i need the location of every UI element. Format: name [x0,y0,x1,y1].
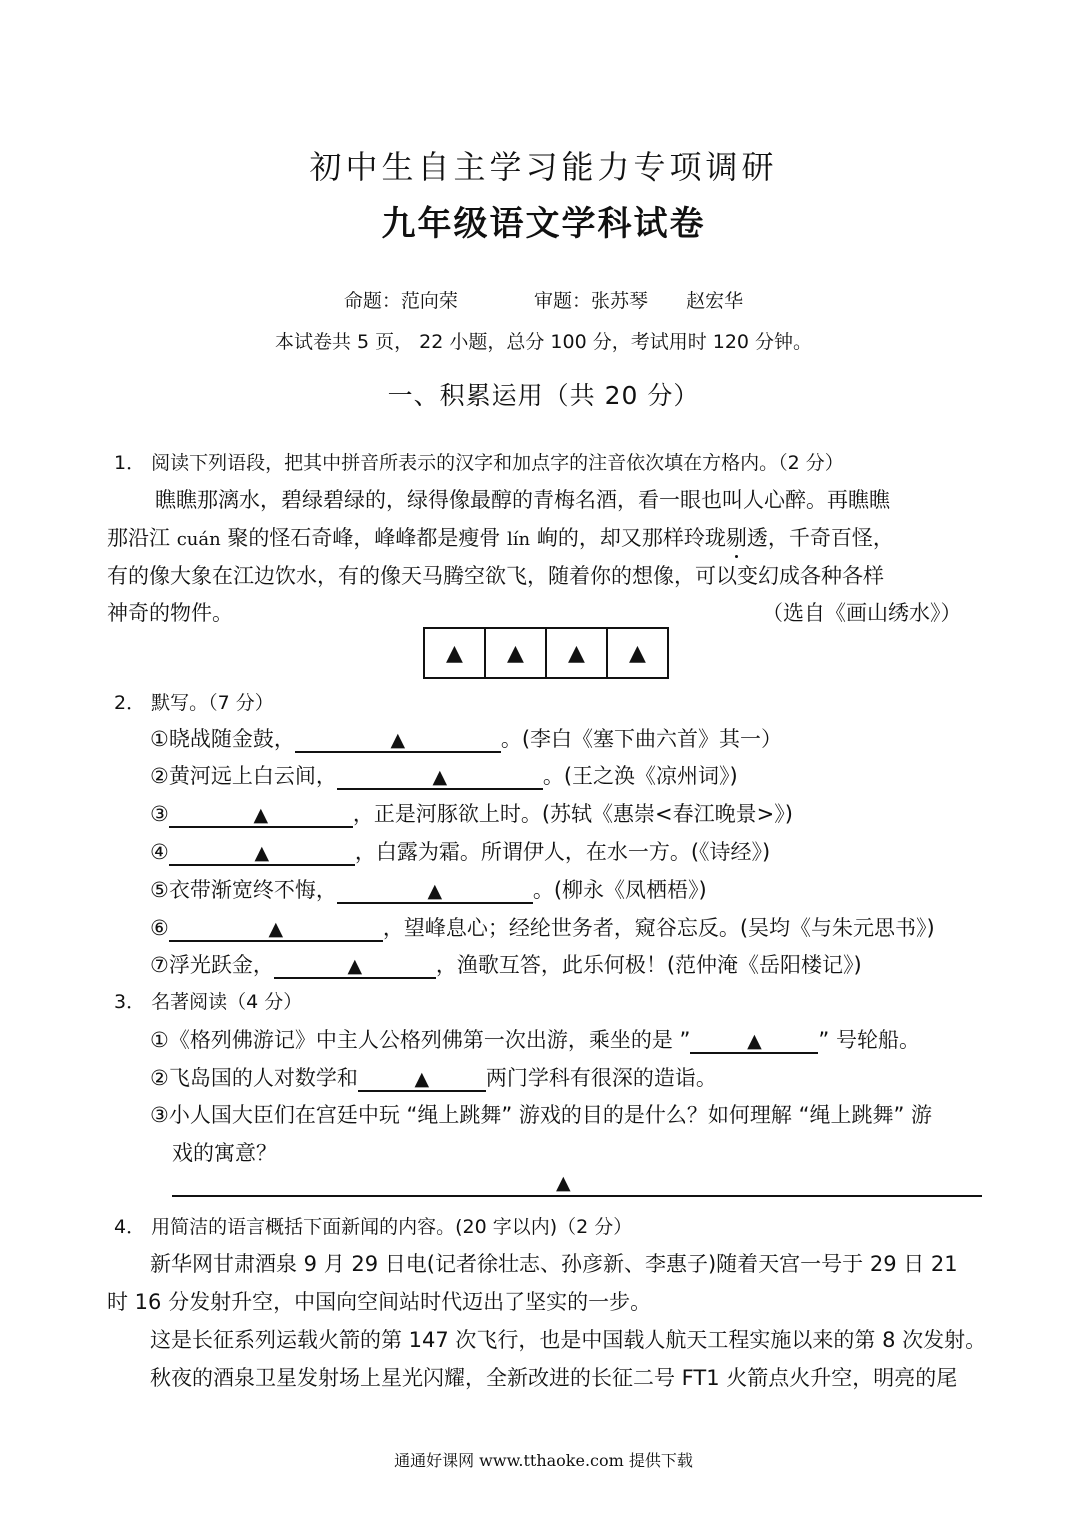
q4-news-line4: 秋夜的酒泉卫星发射场上星光闪耀，全新改进的长征二号 FT1 火箭点火升空，明亮的尾 [150,1366,958,1390]
recite-item-5: ⑤衣带渐宽终不悔， ▲ 。(柳永《凤栖梧》) [150,878,707,902]
triangle-marker: ▲ [347,955,363,977]
q4-news-line1: 新华网甘肃酒泉 9 月 29 日电(记者徐壮志、孙彦新、李惠子)随着天宫一号于 29 日 21 [150,1252,958,1276]
q3-item-3-line2: 戏的寓意？ [172,1141,277,1165]
answer-grid[interactable] [423,627,669,679]
triangle-marker: ▲ [556,1172,571,1194]
q4-news-line3: 这是长征系列运载火箭的第 147 次飞行，也是中国载人航天工程实施以来的第 8 次发射。 [150,1328,987,1352]
answer-box-3[interactable]: ▲ [547,629,608,677]
q1-source: （选自《画山绣水》） [762,601,962,625]
blank-5[interactable] [337,878,533,904]
triangle-marker: ▲ [254,842,270,864]
exam-info: 本试卷共 5 页， 22 小题，总分 100 分，考试用时 120 分钟。 [274,331,813,353]
recite-item-2: ②黄河远上白云间， ▲ 。(王之涣《凉州词》) [150,764,738,788]
q3-item-1: ①《格列佛游记》中主人公格列佛第一次出游，乘坐的是 ” ▲ ” 号轮船。 [150,1028,920,1052]
recite-item-7: ⑦浮光跃金， ▲ ，渔歌互答，此乐何极！(范仲淹《岳阳楼记》) [150,953,862,977]
section-title: 一、积累运用（共 20 分） [387,381,700,410]
recite-item-4: ④ ▲ ，白露为霜。所谓伊人，在水一方。(《诗经》) [150,840,771,864]
pinyin-lin: lín [507,529,531,550]
q4-prompt: 4． 用简洁的语言概括下面新闻的内容。(20 字以内)（2 分） [114,1216,633,1238]
q2-prompt: 2． 默写。（7 分） [114,692,274,714]
q1-passage-line4: 神奇的物件。 [107,601,233,625]
triangle-marker: ▲ [747,1030,762,1052]
q1-passage-line2: 那沿江 cuán 聚的怪石奇峰，峰峰都是瘦骨 lín 峋的，却又那样玲珑剔透，千奇百怪， [107,522,894,552]
page-footer: 通通好课网 www.tthaoke.com 提供下载 [394,1451,693,1470]
exam-title-line2: 九年级语文学科试卷 [381,204,706,244]
q4-news-line2: 时 16 分发射升空，中国向空间站时代迈出了坚实的一步。 [107,1290,652,1314]
q1-prompt: 1． 阅读下列语段，把其中拼音所表示的汉字和加点字的注音依次填在方格内。（2 分） [114,452,844,474]
blank-4[interactable] [169,840,355,866]
blank-7[interactable] [274,953,436,979]
answer-box-1[interactable]: ▲ [425,629,486,677]
triangle-marker: ▲ [390,729,406,751]
recite-item-6: ⑥ ▲ ，望峰息心；经纶世务者，窥谷忘反。(吴均《与朱元思书》) [150,916,935,940]
recite-item-3: ③ ▲ ，正是河豚欲上时。(苏轼《惠崇<春江晚景>》) [150,802,793,826]
blank-subject[interactable] [358,1066,486,1092]
triangle-marker: ▲ [432,766,448,788]
q1-passage-line3: 有的像大象在江边饮水，有的像天马腾空欲飞，随着你的想像，可以变幻成各种各样 [107,564,884,588]
dotted-char: 剔 [726,522,747,552]
blank-ship-name[interactable] [690,1028,818,1054]
q1-passage-line1: 瞧瞧那漓水，碧绿碧绿的，绿得像最醇的青梅名酒，看一眼也叫人心醉。再瞧瞧 [155,488,890,512]
q3-item-2: ②飞岛国的人对数学和 ▲ 两门学科有很深的造诣。 [150,1066,717,1090]
recite-item-1: ①晓战随金鼓， ▲ 。(李白《塞下曲六首》其一） [150,727,783,751]
answer-line-long[interactable] [172,1195,982,1197]
blank-3[interactable] [169,802,353,828]
q3-item-3-line1: ③小人国大臣们在宫廷中玩 “绳上跳舞” 游戏的目的是什么？如何理解 “绳上跳舞” 游 [150,1103,933,1127]
blank-2[interactable] [337,764,543,790]
answer-box-4[interactable]: ▲ [629,640,646,666]
blank-1[interactable] [295,727,501,753]
blank-6[interactable] [169,916,383,942]
exam-authors [0,286,1087,313]
pinyin-cuan: cuán [176,529,221,550]
triangle-marker: ▲ [427,880,443,902]
triangle-marker: ▲ [253,804,269,826]
setter: 命题：范向荣 [343,290,458,312]
reviewer: 审题：张苏琴 [533,290,648,312]
triangle-marker: ▲ [268,918,284,940]
q3-prompt: 3． 名著阅读（4 分） [114,991,303,1013]
answer-box-2[interactable]: ▲ [486,629,547,677]
triangle-marker: ▲ [414,1068,430,1090]
exam-title-line1: 初中生自主学习能力专项调研 [309,148,778,186]
reviewer-2: 赵宏华 [686,290,744,312]
